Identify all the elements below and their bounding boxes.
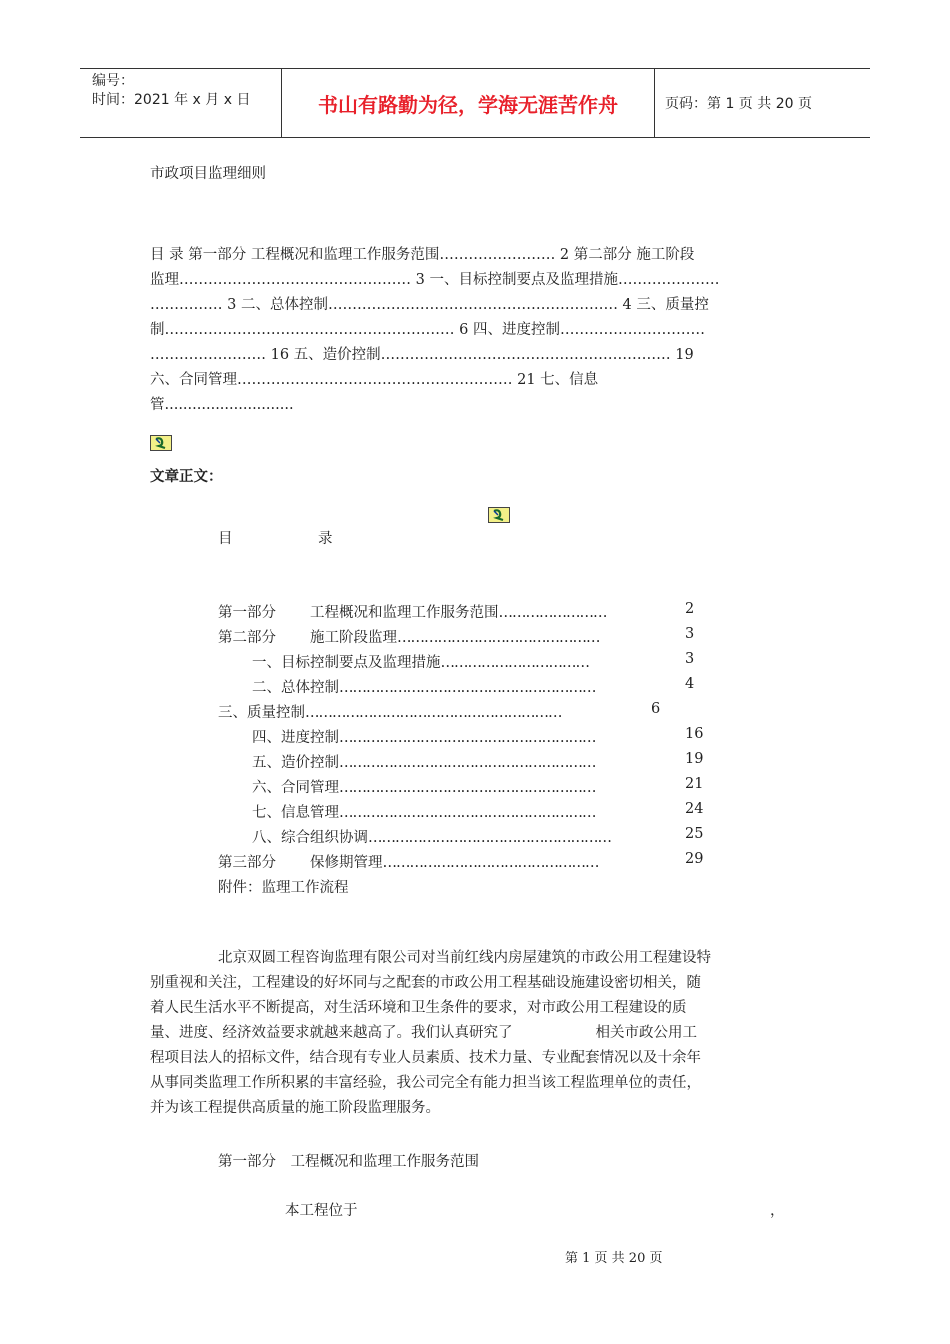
toc-entry-page: 29: [685, 851, 704, 867]
toc-title-char: 录: [318, 531, 333, 547]
toc-entry-dots: ………………………………………………: [368, 830, 611, 846]
toc-entry-page: 3: [685, 626, 695, 642]
toc-entry-dots: …………………………………………………: [339, 780, 596, 796]
toc-entry-page: 19: [685, 751, 704, 767]
toc-entry-title: 四、进度控制: [252, 730, 339, 746]
section-heading: 第一部分 工程概况和监理工作服务范围: [218, 1154, 479, 1170]
toc-entry-dots: …………………………………………………: [339, 805, 596, 821]
intro-line: 北京双圆工程咨询监理有限公司对当前红线内房屋建筑的市政公用工程建设特: [218, 950, 711, 966]
summary-line: 管............................: [150, 397, 294, 413]
toc-entry[interactable]: [252, 826, 611, 847]
toc-entry-page: 16: [685, 726, 704, 742]
toc-entry-page: 25: [685, 826, 704, 842]
toc-entry-page: 3: [685, 651, 695, 667]
intro-line: 并为该工程提供高质量的施工阶段监理服务。: [150, 1100, 440, 1116]
attachment-icon[interactable]: [488, 507, 510, 523]
toc-entry-title: 一、目标控制要点及监理措施: [252, 655, 441, 671]
toc-entry[interactable]: [252, 676, 596, 697]
toc-entry-page: 2: [685, 601, 695, 617]
toc-entry-num: 第三部分: [218, 855, 276, 871]
toc-entry-dots: …………………………………………………: [339, 680, 596, 696]
toc-entry-title: 五、造价控制: [252, 755, 339, 771]
summary-line: 制…………………………………………………… 6 四、进度控制…………………………: [150, 322, 705, 338]
toc-entry-page: 21: [685, 776, 704, 792]
toc-entry-num: 第二部分: [218, 630, 276, 646]
summary-line: …………… 3 二、总体控制…………………………………………………… 4 三、质量控: [150, 297, 709, 313]
page-footer: 第 1 页 共 20 页: [565, 1251, 663, 1266]
time-label: 时间：2021 年 x 月 x 日: [92, 92, 251, 108]
intro-line: 别重视和关注，工程建设的好坏同与之配套的市政公用工程基础设施建设密切相关，随: [150, 975, 701, 991]
appendix-line: 附件：监理工作流程: [218, 880, 349, 896]
intro-line: 量、进度、经济效益要求就越来越高了。我们认真研究了 相关市政公用工: [150, 1025, 697, 1041]
toc-entry-dots: …………………………………………………: [339, 730, 596, 746]
page-header: [80, 68, 870, 138]
intro-line: 着人民生活水平不断提高，对生活环境和卫生条件的要求，对市政公用工程建设的质: [150, 1000, 687, 1016]
summary-line: 目 录 第一部分 工程概况和监理工作服务范围…………………… 2 第二部分 施工阶段: [150, 247, 695, 263]
toc-entry-dots: ……………………………: [440, 655, 589, 671]
body-heading: 文章正文：: [150, 469, 223, 485]
toc-entry-page: 6: [651, 701, 661, 717]
header-meta: [80, 69, 280, 137]
toc-entry-title: 三、质量控制: [218, 705, 305, 721]
toc-entry-title: 八、综合组织协调: [252, 830, 368, 846]
toc-entry[interactable]: [252, 651, 589, 672]
toc-entry[interactable]: [252, 776, 596, 797]
attachment-icon[interactable]: [150, 435, 172, 451]
summary-line: 监理………………………………………… 3 一、目标控制要点及监理措施…………………: [150, 272, 720, 288]
toc-entry-dots: ……………………: [498, 605, 607, 621]
toc-entry-page: 24: [685, 801, 704, 817]
location-comma: ，: [770, 1203, 785, 1219]
toc-entry-title: 工程概况和监理工作服务范围: [310, 605, 499, 621]
toc-entry-title: 六、合同管理: [252, 780, 339, 796]
toc-entry-dots: …………………………………………: [382, 855, 599, 871]
toc-entry[interactable]: [218, 626, 600, 647]
toc-entry-title: 保修期管理: [310, 855, 383, 871]
summary-line: …………………… 16 五、造价控制…………………………………………………… 19: [150, 347, 694, 363]
toc-entry[interactable]: [252, 726, 596, 747]
header-motto: 书山有路勤为径，学海无涯苦作舟: [281, 69, 655, 137]
toc-entry-dots: …………………………………………………: [339, 755, 596, 771]
toc-entry[interactable]: [218, 601, 607, 622]
intro-line: 程项目法人的招标文件，结合现有专业人员素质、技术力量、专业配套情况以及十余年: [150, 1050, 701, 1066]
toc-entry-title: 施工阶段监理: [310, 630, 397, 646]
toc-entry[interactable]: [218, 701, 562, 722]
toc-entry[interactable]: [252, 801, 596, 822]
toc-entry-title: 七、信息管理: [252, 805, 339, 821]
intro-line: 从事同类监理工作所积累的丰富经验，我公司完全有能力担当该工程监理单位的责任，: [150, 1075, 701, 1091]
summary-line: 六、合同管理………………………………………………… 21 七、信息: [150, 372, 599, 388]
toc-entry-page: 4: [685, 676, 695, 692]
toc-entry-dots: ………………………………………: [397, 630, 600, 646]
doc-title: 市政项目监理细则: [150, 166, 266, 182]
toc-entry-title: 二、总体控制: [252, 680, 339, 696]
toc-entry[interactable]: [218, 851, 599, 872]
toc-entry[interactable]: [252, 751, 596, 772]
number-label: 编号：: [92, 73, 134, 89]
location-label: 本工程位于: [285, 1203, 358, 1219]
toc-title-char: 目: [218, 531, 233, 547]
toc-entry-num: 第一部分: [218, 605, 276, 621]
toc-entry-dots: …………………………………………………: [305, 705, 562, 721]
header-page-label: 页码：第 1 页 共 20 页: [665, 96, 812, 112]
